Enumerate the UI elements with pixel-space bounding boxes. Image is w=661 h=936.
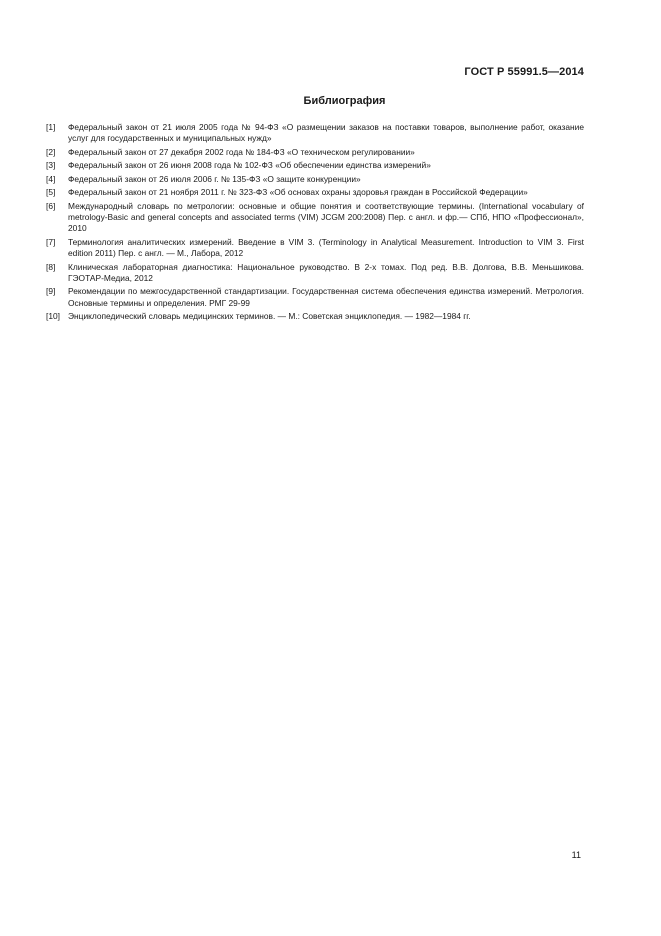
bibliography-item-text: Федеральный закон от 21 ноября 2011 г. № 323-ФЗ «Об основах охраны здоровья граждан в Российской Федерации» (68, 187, 528, 198)
bibliography-item-number: [7] (46, 236, 56, 247)
bibliography-item (46, 174, 584, 185)
bibliography-item-text: Федеральный закон от 27 декабря 2002 года № 184-ФЗ «О техническом регулировании» (68, 146, 415, 157)
bibliography-item-text: Федеральный закон от 26 июля 2006 г. № 135-ФЗ «О защите конкуренции» (68, 173, 361, 184)
bibliography-item-text: Клиническая лабораторная диагностика: Национальное руководство. В 2-х томах. Под ред. В.В. Долгова, В.В. Меньшикова. ГЭОТАР-Медиа, 2012 (68, 261, 584, 283)
bibliography-item-text: Федеральный закон от 26 июня 2008 года № 102-ФЗ «Об обеспечении единства измерений» (68, 160, 431, 171)
bibliography-item-number: [8] (46, 261, 56, 272)
bibliography-item (46, 187, 584, 198)
bibliography-item-number: [2] (46, 146, 56, 157)
bibliography-item-text: Рекомендации по межгосударственной стандартизации. Государственная система обеспечения единства измерений. Метрология. Основные термины и определения. РМГ 29-99 (68, 286, 584, 308)
bibliography-item-number: [6] (46, 200, 56, 211)
bibliography-item-number: [1] (46, 122, 56, 132)
bibliography-item (46, 201, 584, 235)
bibliography-list (46, 122, 584, 325)
bibliography-item (46, 160, 584, 171)
bibliography-item-text: Терминология аналитических измерений. Введение в VIM 3. (Terminology in Analytical Measurement. Introduction to VIM 3. First edition 2011) Пер. с англ. — М., Лабора, 2012 (68, 236, 584, 259)
page-number: 11 (571, 850, 581, 860)
bibliography-item (46, 262, 584, 285)
bibliography-item-text: Энциклопедический словарь медицинских терминов. — М.: Советская энциклопедия. — 1982—1984 гг. (68, 311, 471, 322)
bibliography-item (46, 237, 584, 260)
bibliography-title: Библиография (303, 95, 386, 107)
bibliography-item-text: Федеральный закон от 21 июля 2005 года № 94-ФЗ «О размещении заказов на поставки товаров, выполнение работ, оказание услуг для государственных и муниципальных нужд» (68, 122, 584, 144)
bibliography-item-text: Международный словарь по метрологии: основные и общие понятия и соответствующие термины. (International vocabulary of metrology-Basic and general concepts and associated terms (VIM) JCGM 200:2008) Пер. с англ. и фр.— СПб, НПО «Профессионал», 2010 (68, 200, 584, 234)
bibliography-item-number: [5] (46, 187, 56, 198)
bibliography-item-number: [4] (46, 173, 56, 184)
document-code: ГОСТ Р 55991.5—2014 (464, 66, 584, 78)
bibliography-item (46, 286, 584, 309)
bibliography-item (46, 311, 584, 322)
bibliography-item-number: [9] (46, 286, 56, 297)
bibliography-item-number: [3] (46, 160, 56, 171)
bibliography-item-number: [10] (46, 311, 60, 322)
bibliography-item (46, 122, 584, 145)
bibliography-item (46, 147, 584, 158)
